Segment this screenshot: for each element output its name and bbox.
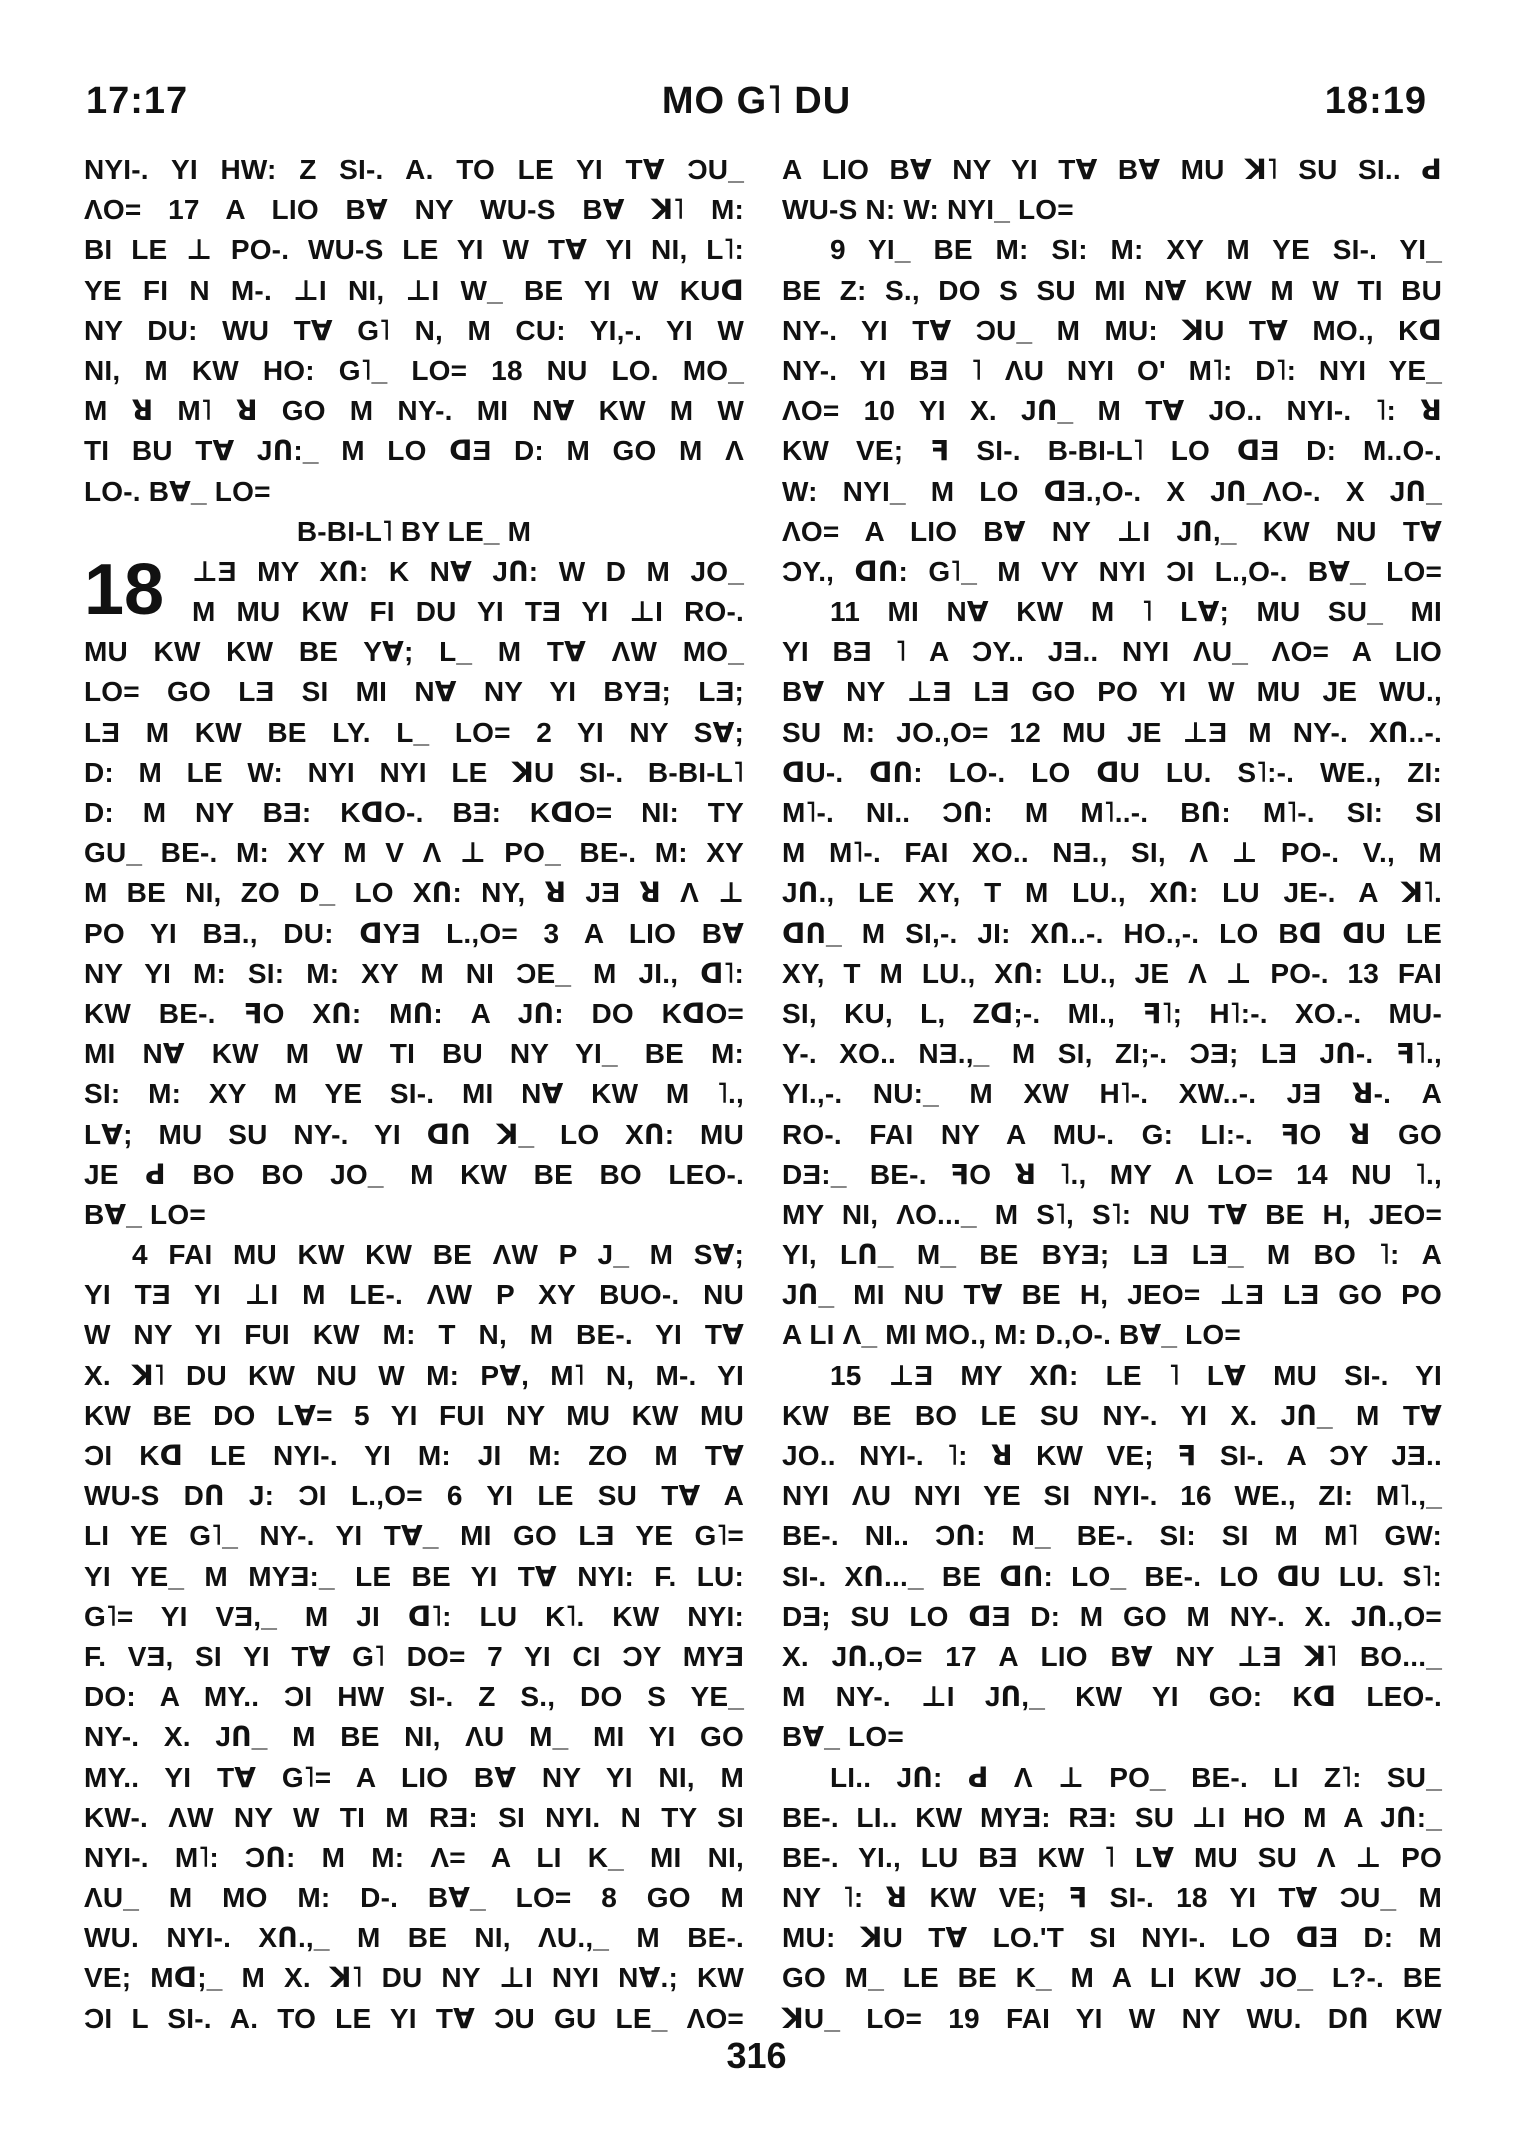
right-column-line: ꓷՈ_ M SI,-. JI: XՈ..-. HO.,-. LO Bꓷ ꓷU LE [782,917,1442,949]
right-column-line: BⱯ NY ⊥Ǝ LƎ GO PO YI W MU JE WU., [782,676,1442,708]
right-column-line: BE-. LI.. KW MYƎ: RƎ: SU ⊥I HO M A JՈ:_ [782,1801,1442,1833]
left-column-line: D: M LE W: NYI NYI LE ꓘU SI-. B-BI-L˥ [84,756,744,788]
right-column-line: 11 MI NⱯ KW M ˥ LⱯ; MU SU_ MI [830,596,1442,628]
left-column-line: YE FI N M-. ⊥I NI, ⊥I W_ BE YI W KUꓷ [84,274,744,306]
left-column-line: BⱯ_ LO= [84,1198,206,1230]
right-column-line: RO-. FAI NY A MU-. G: LI:-. ꟻO ꓤ GO [782,1118,1442,1150]
right-column-line: A LI Ʌ_ MI MO., M: D.,O-. BⱯ_ LO= [782,1319,1241,1351]
right-text-column [782,150,1442,2034]
left-column-line: LƎ M KW BE LY. L_ LO= 2 YI NY SⱯ; [84,716,744,748]
right-column-line: A LIO BⱯ NY YI TⱯ BⱯ MU ꓘ˥ SU SI.. ꓒ [782,154,1442,185]
right-column-line: YI, LՈ_ M_ BE BYƎ; LƎ LƎ_ M BO ˥: A [782,1239,1442,1271]
left-column-line: M ꓤ M˥ ꓤ GO M NY-. MI NⱯ KW M W [84,395,744,427]
left-column-line: NY YI M: SI: M: XY M NI ƆE_ M JI., ꓷ˥: [84,957,744,989]
left-column-line: JE ꓒ BO BO JO_ M KW BE BO LEO-. [84,1158,744,1190]
chapter-number-dropcap: 18 [84,550,165,630]
left-column-line: SI: M: XY M YE SI-. MI NⱯ KW M ˥., [84,1078,744,1110]
right-column-line: ɅO= 10 YI X. JՈ_ M TⱯ JO.. NYI-. ˥: ꓤ [782,395,1442,427]
left-column-line: GU_ BE-. M: XY M V Ʌ ⊥ PO_ BE-. M: XY [84,837,744,869]
left-column-line: WU-S DՈ J: ƆI L.,O= 6 YI LE SU TⱯ A [84,1480,744,1512]
right-column-line: YI BƎ ˥ A ƆY.. JƎ.. NYI ɅU_ ɅO= A LIO [782,636,1442,668]
right-column-line: ꓷU-. ꓷՈ: LO-. LO ꓷU LU. S˥:-. WE., ZI: [782,756,1442,788]
left-column-line: 4 FAI MU KW KW BE ɅW P J_ M SⱯ; [132,1239,744,1271]
right-column-line: GO M_ LE BE K_ M A LI KW JO_ L?-. BE [782,1962,1442,1994]
header-chapter-verse-end: 18:19 [1324,80,1427,122]
left-column-line: NYI-. YI HW: Z SI-. A. TO LE YI TⱯ ƆU_ [84,154,744,185]
right-column-line: X. JՈ.,O= 17 A LIO BⱯ NY ⊥Ǝ ꓘ˥ BO..._ [782,1640,1442,1672]
running-head [86,80,1427,130]
header-chapter-verse-start: 17:17 [86,80,189,122]
right-column-line: MY NI, ɅO..._ M S˥, S˥: NU TⱯ BE H, JEO= [782,1198,1442,1230]
left-column-line: NYI-. M˥: ƆՈ: M M: Ʌ= A LI K_ MI NI, [84,1841,744,1873]
left-column-line: KW BE-. ꟻO XՈ: MՈ: A JՈ: DO KꓷO= [84,997,744,1029]
right-column-line: ꓘU_ LO= 19 FAI YI W NY WU. DՈ KW [782,2002,1442,2034]
section-heading: B-BI-L˥ BY LE_ M [296,515,532,547]
left-column-line: YI YE_ M MYƎ:_ LE BE YI TⱯ NYI: F. LU: [84,1560,744,1592]
right-column-line: WU-S N: W: NYI_ LO= [782,194,1074,226]
right-column-line: W: NYI_ M LO ꓷƎ.,O-. X JՈ_ɅO-. X JՈ_ [782,475,1442,507]
page-number: 316 [726,2035,787,2076]
left-column-line: LⱯ; MU SU NY-. YI ꓷՈ ꓘ_ LO XՈ: MU [84,1118,744,1150]
left-column-line: G˥= YI VƎ,_ M JI ꓷ˥: LU K˥. KW NYI: [84,1600,744,1632]
left-column-line: VE; Mꓷ;_ M X. ꓘ˥ DU NY ⊥I NYI NⱯ.; KW [84,1962,744,1994]
right-column-line: BE-. YI., LU BƎ KW ˥ LⱯ MU SU Ʌ ⊥ PO [782,1841,1442,1873]
right-column-line: NYI ɅU NYI YE SI NYI-. 16 WE., ZI: M˥.,_ [782,1480,1442,1512]
right-column-line: SU M: JO.,O= 12 MU JE ⊥Ǝ M NY-. XՈ..-. [782,716,1442,748]
left-column-line: KW BE DO LⱯ= 5 YI FUI NY MU KW MU [84,1399,744,1431]
right-column-line: DƎ:_ BE-. ꟻO ꓤ ˥., MY Ʌ LO= 14 NU ˥., [782,1158,1442,1190]
left-column-line: MU KW KW BE YⱯ; L_ M TⱯ ɅW MO_ [84,636,744,668]
left-column-line: LI YE G˥_ NY-. YI TⱯ_ MI GO LƎ YE G˥= [84,1520,744,1552]
right-column-line: 9 YI_ BE M: SI: M: XY M YE SI-. YI_ [830,234,1442,266]
left-column-line: NY DU: WU TⱯ G˥ N, M CU: YI,-. YI W [84,314,744,346]
left-text-column [84,150,744,2034]
left-column-line: ɅU_ M MO M: D-. BⱯ_ LO= 8 GO M [84,1882,744,1914]
right-column-line: JՈ., LE XY, T M LU., XՈ: LU JE-. A ꓘ˥. [782,877,1442,909]
right-column-line: XY, T M LU., XՈ: LU., JE Ʌ ⊥ PO-. 13 FAI [782,957,1442,989]
left-column-line: WU. NYI-. XՈ.,_ M BE NI, ɅU.,_ M BE-. [84,1922,744,1954]
left-column-line: ƆI L SI-. A. TO LE YI TⱯ ƆU GU LE_ ɅO= [84,2002,744,2034]
left-column-line: W NY YI FUI KW M: T N, M BE-. YI TⱯ [84,1319,744,1351]
left-column-line: ⊥Ǝ MY XՈ: K NⱯ JՈ: W D M JO_ [192,555,744,587]
right-column-line: LI.. JՈ: ꓒ Ʌ ⊥ PO_ BE-. LI Z˥: SU_ [830,1761,1442,1793]
right-column-line: MU: ꓘU TⱯ LO.ʹT SI NYI-. LO ꓷƎ D: M [782,1922,1442,1954]
right-column-line: SI, KU, L, Zꓷ;-. MI., ꟻ˥; H˥:-. XO.-. MU- [782,997,1442,1029]
left-column-line: TI BU TⱯ JՈ:_ M LO ꓷƎ D: M GO M Ʌ [84,435,744,467]
right-column-line: JՈ_ MI NU TⱯ BE H, JEO= ⊥Ǝ LƎ GO PO [782,1279,1442,1311]
left-column-line: PO YI BƎ., DU: ꓷYƎ L.,O= 3 A LIO BⱯ [84,917,744,949]
left-column-line: M MU KW FI DU YI TƎ YI ⊥I RO-. [192,596,744,628]
left-column-line: LO= GO LƎ SI MI NⱯ NY YI BYƎ; LƎ; [84,676,744,708]
left-column-line: LO-. BⱯ_ LO= [84,475,271,507]
right-column-line: NY-. YI TⱯ ƆU_ M MU: ꓘU TⱯ MO., Kꓷ [782,314,1442,346]
right-column-line: M M˥-. FAI XO.. NƎ., SI, Ʌ ⊥ PO-. V., M [782,837,1442,869]
header-book-title: MO G˥ DU [661,80,852,122]
left-column-line: BI LE ⊥ PO-. WU-S LE YI W TⱯ YI NI, L˥: [84,234,744,266]
left-column-line: MY.. YI TⱯ G˥= A LIO BⱯ NY YI NI, M [84,1761,744,1793]
left-column-line: F. VƎ, SI YI TⱯ G˥ DO= 7 YI CI ƆY MYƎ [84,1640,744,1672]
right-column-line: JO.. NYI-. ˥: ꓤ KW VE; ꟻ SI-. A ƆY JƎ.. [782,1440,1442,1471]
right-column-line: 15 ⊥Ǝ MY XՈ: LE ˥ LⱯ MU SI-. YI [830,1359,1442,1391]
right-column-line: Y-. XO.. NƎ.,_ M SI, ZI;-. ƆƎ; LƎ JՈ-. ꟻ˥., [782,1038,1442,1070]
left-column-line: M BE NI, ZO D_ LO XՈ: NY, ꓤ JƎ ꓤ Ʌ ⊥ [84,877,744,909]
right-column-line: DƎ; SU LO ꓷƎ D: M GO M NY-. X. JՈ.,O= [782,1600,1442,1632]
right-column-line: M NY-. ⊥I JՈ,_ KW YI GO: Kꓷ LEO-. [782,1681,1442,1713]
left-column-line: DO: A MY.. ƆI HW SI-. Z S., DO S YE_ [84,1681,744,1713]
right-column-line: NY ˥: ꓤ KW VE; ꟻ SI-. 18 YI TⱯ ƆU_ M [782,1882,1442,1914]
left-column-line: YI TƎ YI ⊥I M LE-. ɅW P XY BUO-. NU [84,1279,744,1311]
left-column-line: X. ꓘ˥ DU KW NU W M: PⱯ, M˥ N, M-. YI [84,1359,744,1391]
left-column-line: ƆI Kꓷ LE NYI-. YI M: JI M: ZO M TⱯ [84,1440,744,1471]
right-column-line: YI.,-. NU:_ M XW H˥-. XW..-. JƎ ꓤ-. A [782,1078,1442,1110]
right-column-line: BⱯ_ LO= [782,1721,904,1753]
left-column-line: MI NⱯ KW M W TI BU NY YI_ BE M: [84,1038,744,1070]
right-column-line: M˥-. NI.. ƆՈ: M M˥..-. BՈ: M˥-. SI: SI [782,797,1442,828]
right-column-line: NY-. YI BƎ ˥ ɅU NYI Oʹ M˥: D˥: NYI YE_ [782,354,1442,386]
left-column-line: D: M NY BƎ: KꓷO-. BƎ: KꓷO= NI: TY [84,797,744,828]
left-column-line: KW-. ɅW NY W TI M RƎ: SI NYI. N TY SI [84,1801,744,1833]
right-column-line: BE-. NI.. ƆՈ: M_ BE-. SI: SI M M˥ GW: [782,1520,1442,1552]
right-column-line: KW VE; ꟻ SI-. B-BI-L˥ LO ꓷƎ D: M..O-. [782,435,1442,467]
right-column-line: SI-. XՈ..._ BE ꓷՈ: LO_ BE-. LO ꓷU LU. S˥: [782,1560,1442,1592]
right-column-line: ƆY., ꓷՈ: G˥_ M VY NYI ƆI L.,O-. BⱯ_ LO= [782,555,1442,587]
left-column-line: ɅO= 17 A LIO BⱯ NY WU-S BⱯ ꓘ˥ M: [84,194,744,226]
right-column-line: BE Z: S., DO S SU MI NⱯ KW M W TI BU [782,274,1442,306]
left-column-line: NY-. X. JՈ_ M BE NI, ɅU M_ MI YI GO [84,1721,744,1753]
left-column-line: NI, M KW HO: G˥_ LO= 18 NU LO. MO_ [84,354,744,386]
right-column-line: KW BE BO LE SU NY-. YI X. JՈ_ M TⱯ [782,1399,1442,1431]
right-column-line: ɅO= A LIO BⱯ NY ⊥I JՈ,_ KW NU TⱯ [782,515,1442,547]
